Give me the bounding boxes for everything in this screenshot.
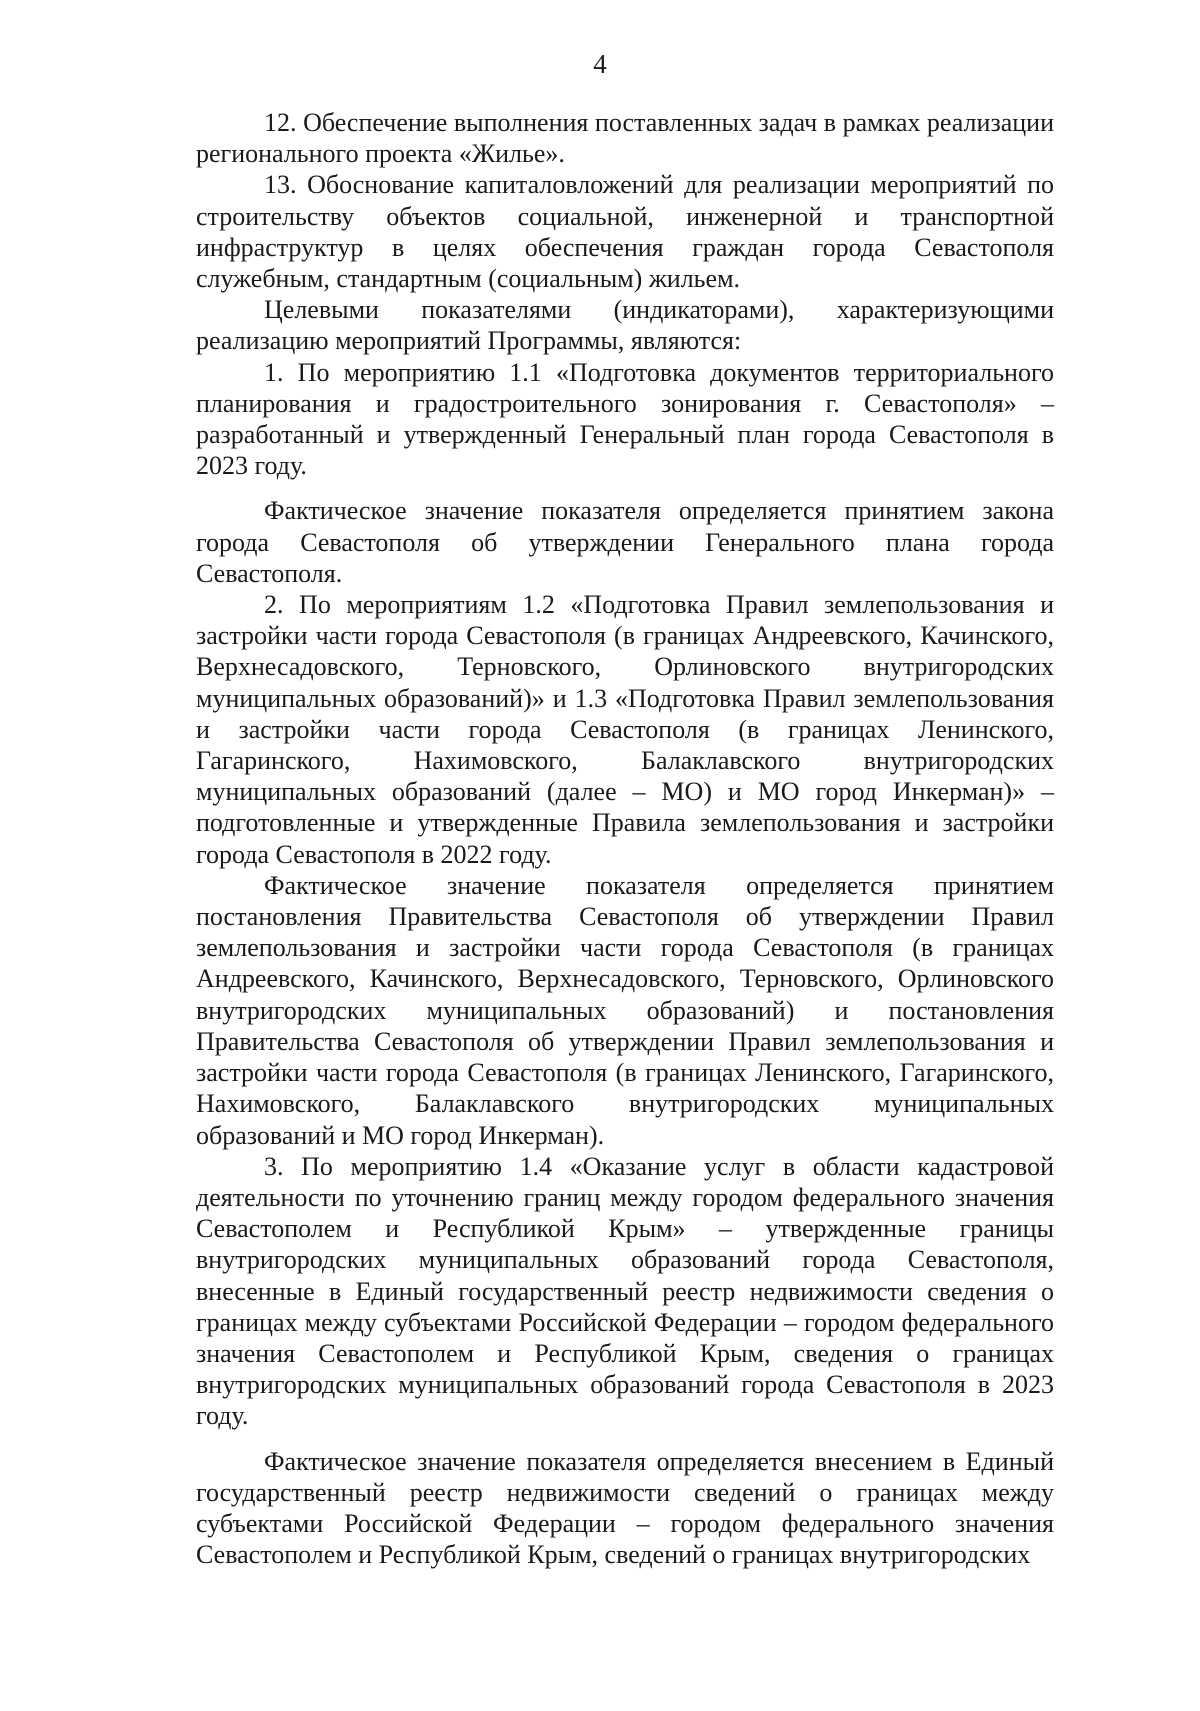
paragraph-indicator-3: 3. По мероприятию 1.4 «Оказание услуг в области кадастровой деятельности по уточнению границ между городом федерального значения Севастополем и Республикой Крым» – утвержденные границы внутригородских муниципальных образований города Севастополя, внесенные в Единый государственный реестр недвижимости сведения о границах между субъектами Российской Федерации – городом федерального значения Севастополем и Республикой Крым, сведения о границах внутригородских муниципальных образований города Севастополя в 2023 году. [196,1151,1054,1431]
paragraph-indicator-1-actual-value: Фактическое значение показателя определяется принятием закона города Севастополя об утверждении Генерального плана города Севастополя. [196,496,1054,588]
paragraph-item-13: 13. Обоснование капиталовложений для реализации мероприятий по строительству объектов социальной, инженерной и транспортной инфраструктур в целях обеспечения граждан города Севастополя служебным, стандартным (социальным) жильем. [196,170,1054,294]
paragraph-indicators-intro: Целевыми показателями (индикаторами), характеризующими реализацию мероприятий Программы, являются: [196,295,1054,356]
document-body [196,107,1054,1570]
paragraph-item-12: 12. Обеспечение выполнения поставленных задач в рамках реализации регионального проекта «Жилье». [196,108,1054,169]
paragraph-indicator-2-actual-value: Фактическое значение показателя определяется принятием постановления Правительства Севастополя об утверждении Правил землепользования и застройки части города Севастополя (в границах Андреевского, Качинского, Верхнесадовского, Терновского, Орлиновского внутригородских муниципальных образований) и постановления Правительства Севастополя об утверждении Правил землепользования и застройки части города Севастополя (в границах Ленинского, Гагаринского, Нахимовского, Балаклавского внутригородских муниципальных образований и МО город Инкерман). [196,870,1054,1150]
page-number: 4 [593,49,607,79]
paragraph-indicator-1: 1. По мероприятию 1.1 «Подготовка документов территориального планирования и градостроительного зонирования г. Севастополя» – разработанный и утвержденный Генеральный план города Севастополя в 2023 году. [196,357,1054,481]
paragraph-indicator-3-actual-value: Фактическое значение показателя определяется внесением в Единый государственный реестр недвижимости сведений о границах между субъектами Российской Федерации – городом федерального значения Севастополем и Республикой Крым, сведений о границах внутригородских [196,1446,1054,1570]
paragraph-indicator-2: 2. По мероприятиям 1.2 «Подготовка Правил землепользования и застройки части города Севастополя (в границах Андреевского, Качинского, Верхнесадовского, Терновского, Орлиновского внутригородских муниципальных образований)» и 1.3 «Подготовка Правил землепользования и застройки части города Севастополя (в границах Ленинского, Гагаринского, Нахимовского, Балаклавского внутригородских муниципальных образований (далее – МО) и МО город Инкерман)» – подготовленные и утвержденные Правила землепользования и застройки города Севастополя в 2022 году. [196,590,1054,869]
